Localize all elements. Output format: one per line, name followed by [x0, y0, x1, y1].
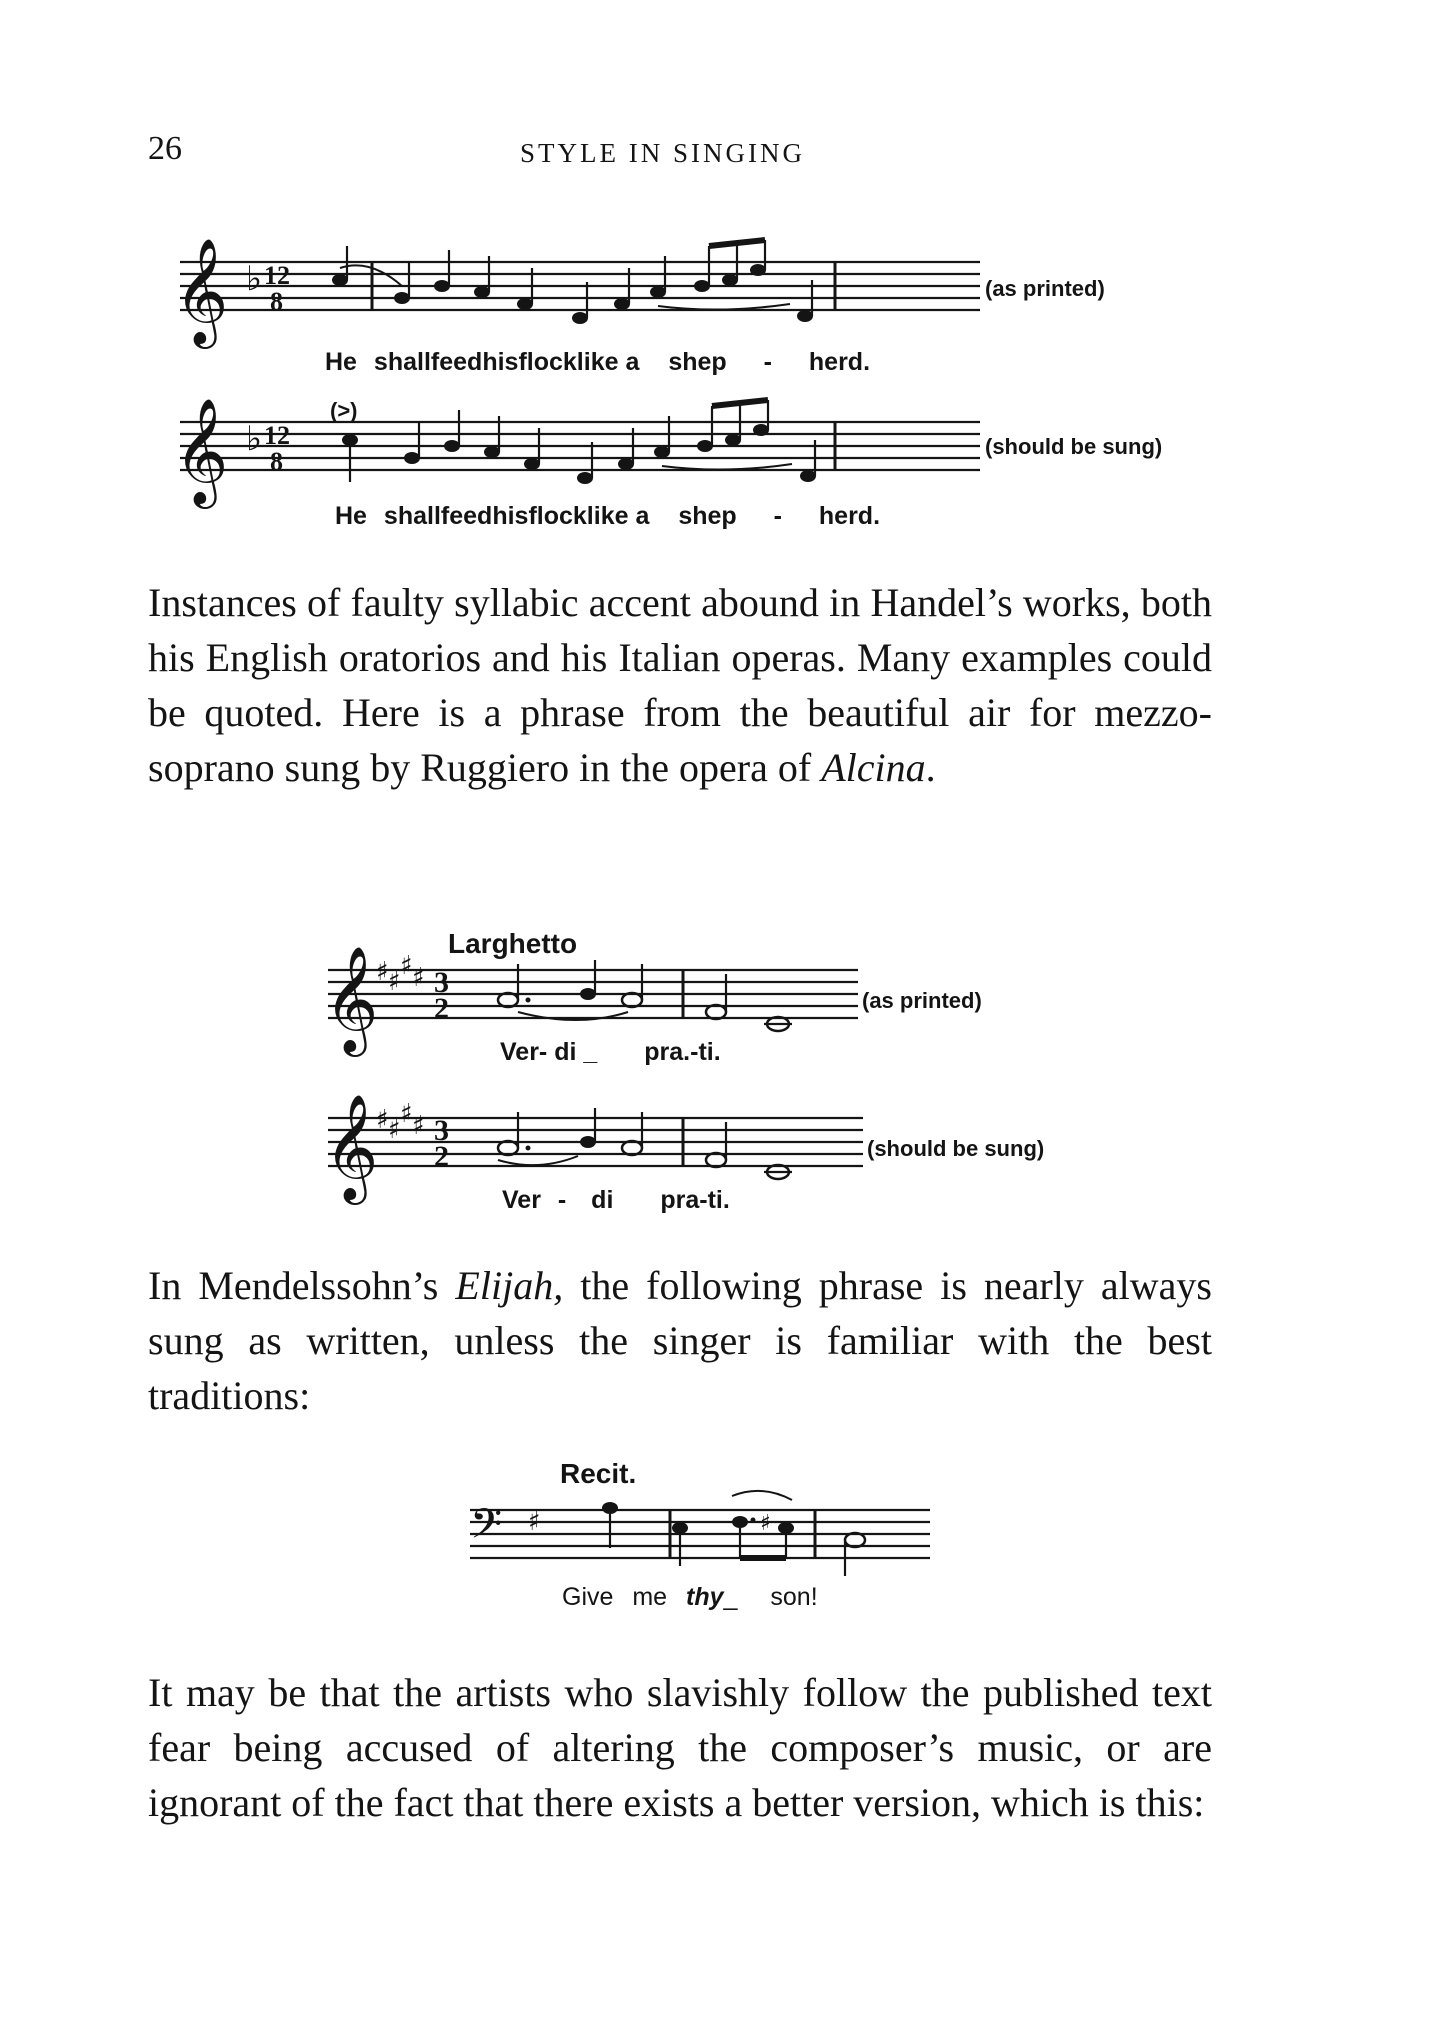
lyric-word: ti.	[707, 1186, 730, 1214]
lyric-word: shep	[678, 502, 737, 530]
sharp-icon: ♯	[528, 1507, 541, 1537]
lyric-word: his	[492, 502, 529, 530]
treble-clef-icon: 𝄞	[174, 397, 229, 504]
paragraph-text: Instances of faulty syllabic accent abound in Handel’s works, both his English oratorios and his Italian operas. Many examples could be quoted. Here is a phrase from the beautiful air for mezzo-soprano sung by Ruggiero in the opera of	[148, 580, 1212, 790]
lyric-word: Ver-	[500, 1038, 548, 1066]
lyric-word: He	[325, 348, 357, 376]
lyric-word: a	[625, 348, 640, 376]
oratorio-title: Elijah,	[455, 1263, 564, 1308]
lyric-line	[500, 1038, 721, 1067]
lyric-word: di	[591, 1186, 614, 1214]
flat-icon: ♭	[246, 259, 263, 299]
lyric-word: herd.	[808, 348, 871, 376]
lyric-word: shep	[668, 348, 727, 376]
sharp-icon: ♯	[400, 951, 413, 981]
flat-icon: ♭	[246, 419, 263, 459]
accent-mark: (>)	[330, 398, 358, 423]
lyric-word: his	[482, 348, 519, 376]
lyric-word: ti.	[698, 1038, 721, 1066]
lyric-word: shall	[373, 348, 431, 376]
lyric-word: _	[583, 1038, 598, 1066]
bass-clef-icon: 𝄢	[470, 1500, 503, 1558]
sharp-icon: ♯	[388, 1115, 401, 1145]
lyric-word: flock	[518, 348, 577, 376]
version-label-as-printed: (as printed)	[985, 276, 1105, 301]
running-title: STYLE IN SINGING	[520, 138, 805, 168]
paragraph-text: .	[925, 745, 936, 790]
lyric-line	[562, 1583, 818, 1612]
body-paragraph	[148, 575, 1212, 795]
sharp-icon: ♯	[412, 1111, 425, 1141]
version-label-should-be-sung: (should be sung)	[985, 434, 1163, 459]
lyric-word: like	[576, 348, 619, 376]
lyric-word: Ver	[502, 1186, 541, 1214]
lyric-word: herd.	[818, 502, 881, 530]
lyric-word: He	[335, 502, 367, 530]
sharp-icon: ♯	[412, 963, 425, 993]
lyric-word: me	[632, 1583, 668, 1611]
version-label-should-be-sung: (should be sung)	[867, 1136, 1045, 1161]
paragraph-text: the following phrase is nearly always sung as written, unless the singer is familiar with the best traditions:	[148, 1263, 1212, 1418]
lyric-word: shall	[383, 502, 441, 530]
sharp-icon: ♯	[388, 967, 401, 997]
lyric-word: Give	[562, 1583, 614, 1611]
lyric-line	[335, 502, 880, 531]
lyric-word: -	[557, 1186, 567, 1214]
lyric-word: flock	[528, 502, 587, 530]
music-staff-elijah	[470, 1500, 930, 1590]
lyric-word: -	[773, 502, 782, 530]
svg-text:8: 8	[270, 447, 283, 476]
treble-clef-icon: 𝄞	[174, 237, 229, 344]
version-label-as-printed: (as printed)	[862, 988, 982, 1013]
lyric-word: son!	[770, 1583, 818, 1611]
sharp-icon: ♯	[376, 1105, 389, 1135]
svg-text:3: 3	[434, 966, 449, 999]
lyric-word: _	[723, 1583, 738, 1611]
music-staff-handel-as-printed	[174, 237, 980, 360]
body-paragraph	[148, 1258, 1212, 1423]
sharp-icon: ♯	[760, 1511, 771, 1536]
svg-text:8: 8	[270, 287, 283, 316]
svg-text:2: 2	[434, 1140, 449, 1173]
lyric-word: thy	[686, 1583, 724, 1611]
lyric-word: di	[554, 1038, 577, 1066]
svg-text:12: 12	[264, 421, 290, 450]
lyric-word: pra.-	[644, 1038, 699, 1066]
sharp-icon: ♯	[376, 957, 389, 987]
svg-text:3: 3	[434, 1114, 449, 1147]
svg-text:12: 12	[264, 261, 290, 290]
treble-clef-icon: 𝄞	[324, 945, 379, 1052]
recit-marking: Recit.	[560, 1458, 637, 1489]
lyric-word: a	[635, 502, 650, 530]
paragraph-text: In Mendelssohn’s	[148, 1263, 456, 1308]
sharp-icon: ♯	[400, 1099, 413, 1129]
treble-clef-icon: 𝄞	[324, 1093, 379, 1200]
lyric-line	[502, 1186, 730, 1215]
lyric-word: feed	[440, 502, 493, 530]
svg-text:2: 2	[434, 992, 449, 1025]
body-paragraph: It may be that the artists who slavishly follow the published text fear being accused of altering the composer’s music, or are ignorant of the fact that there exists a better version, which is this:	[148, 1670, 1212, 1825]
lyric-line	[325, 348, 870, 377]
lyric-word: pra-	[660, 1186, 708, 1214]
page-number: 26	[148, 130, 182, 167]
tempo-marking: Larghetto	[448, 928, 578, 959]
opera-title: Alcina	[821, 745, 926, 790]
lyric-word: -	[763, 348, 772, 376]
lyric-word: like	[586, 502, 629, 530]
lyric-word: feed	[430, 348, 483, 376]
